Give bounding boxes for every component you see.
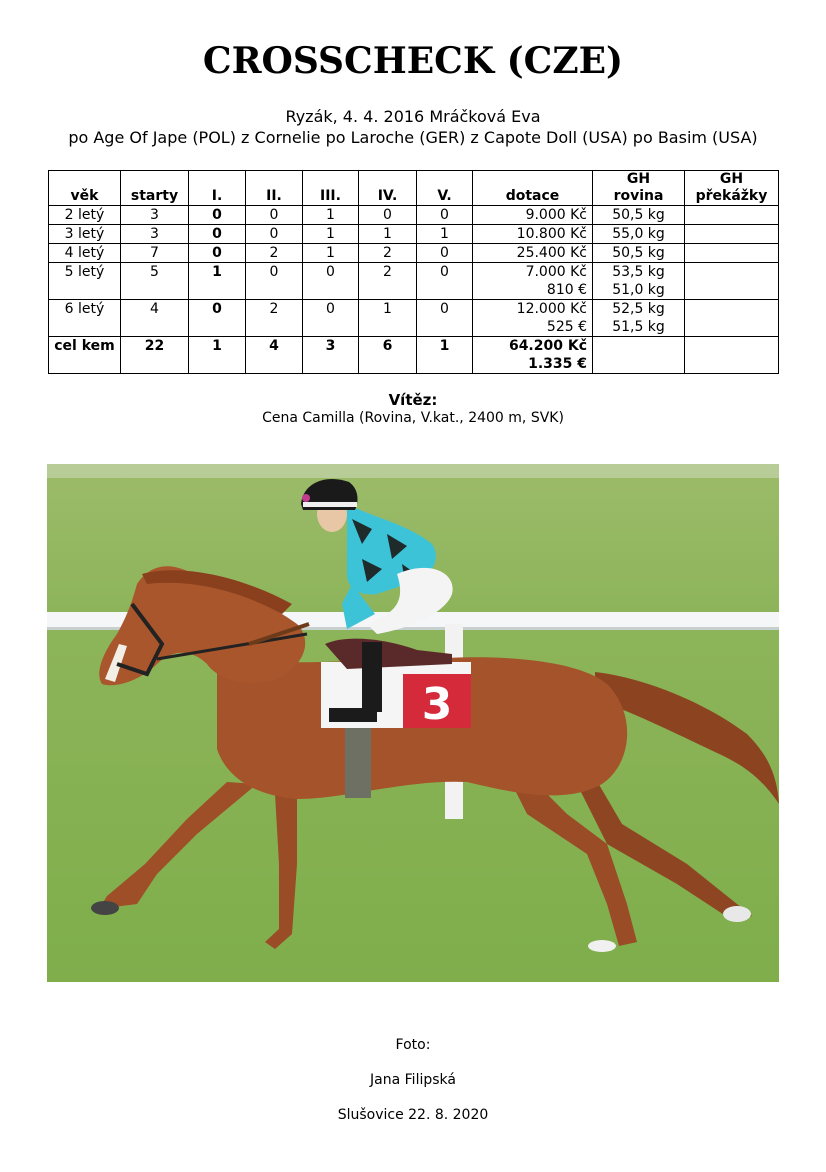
cell-third: 0 <box>303 300 359 337</box>
header-third: III. <box>303 171 359 206</box>
photographer-name: Jana Filipská <box>370 1072 456 1088</box>
cell-fourth: 2 <box>359 263 417 300</box>
total-fourth: 6 <box>359 337 417 374</box>
cell-first: 0 <box>189 225 246 244</box>
table-row <box>49 263 779 300</box>
cell-gh-flat <box>593 300 685 337</box>
prize-czk: 7.000 Kč <box>525 264 587 280</box>
hoof <box>91 901 119 915</box>
cell-third: 1 <box>303 225 359 244</box>
header-gh-jumps <box>685 171 779 206</box>
gh-flat-value: 50,5 kg <box>612 207 665 223</box>
cell-gh-jumps <box>685 263 779 300</box>
cell-fourth: 1 <box>359 300 417 337</box>
gh-flat-value-2: 51,0 kg <box>612 282 665 298</box>
cell-second: 2 <box>246 244 303 263</box>
cell-third: 0 <box>303 263 359 300</box>
total-fifth: 1 <box>417 337 473 374</box>
total-starts: 22 <box>121 337 189 374</box>
horse-photo <box>47 464 779 982</box>
table-row <box>49 206 779 225</box>
header-gh-flat-top: GH <box>626 171 651 187</box>
total-prize-eur: 1.335 € <box>528 356 587 372</box>
cell-starts: 5 <box>121 263 189 300</box>
table-row <box>49 300 779 337</box>
jockey-boot <box>362 642 382 712</box>
cell-gh-jumps <box>685 225 779 244</box>
cell-prize-money <box>473 225 593 244</box>
cell-fifth: 1 <box>417 225 473 244</box>
cell-fourth: 1 <box>359 225 417 244</box>
table-row <box>49 225 779 244</box>
cell-second: 2 <box>246 300 303 337</box>
total-second: 4 <box>246 337 303 374</box>
cell-starts: 4 <box>121 300 189 337</box>
cell-age: 5 letý <box>49 263 121 300</box>
header-age: věk <box>49 171 121 206</box>
total-label: cel kem <box>49 337 121 374</box>
cell-gh-jumps <box>685 206 779 225</box>
cell-fifth: 0 <box>417 206 473 225</box>
pedigree-line: po Age Of Jape (POL) z Cornelie po Laroche (GER) z Capote Doll (USA) po Basim (USA) <box>68 128 758 147</box>
cell-third: 1 <box>303 244 359 263</box>
cell-fourth: 2 <box>359 244 417 263</box>
header-prize-money: dotace <box>473 171 593 206</box>
cell-starts: 3 <box>121 206 189 225</box>
cell-first: 0 <box>189 244 246 263</box>
cell-second: 0 <box>246 206 303 225</box>
table-header-row <box>49 171 779 206</box>
cell-fifth: 0 <box>417 300 473 337</box>
cell-fifth: 0 <box>417 263 473 300</box>
cell-first: 1 <box>189 263 246 300</box>
cell-gh-jumps <box>685 244 779 263</box>
gh-flat-value-2: 51,5 kg <box>612 319 665 335</box>
header-fifth: V. <box>417 171 473 206</box>
total-prize-czk: 64.200 Kč <box>508 338 587 354</box>
hoof <box>588 940 616 952</box>
cell-prize-money <box>473 244 593 263</box>
header-first: I. <box>189 171 246 206</box>
jockey-boot-foot <box>329 708 377 722</box>
cell-first: 0 <box>189 300 246 337</box>
hoof <box>723 906 751 922</box>
cell-prize-money <box>473 263 593 300</box>
total-third: 3 <box>303 337 359 374</box>
prize-czk: 9.000 Kč <box>525 207 587 223</box>
cell-prize-money <box>473 206 593 225</box>
saddle-cloth-number: 3 <box>421 679 453 730</box>
cell-age: 2 letý <box>49 206 121 225</box>
page-title: CROSSCHECK (CZE) <box>202 40 624 82</box>
helmet-goggles <box>302 494 310 502</box>
gh-flat-value: 50,5 kg <box>612 245 665 261</box>
prize-eur: 810 € <box>546 282 587 298</box>
header-gh-jumps-top: GH <box>719 171 744 187</box>
total-gh-jumps <box>685 337 779 374</box>
cell-age: 4 letý <box>49 244 121 263</box>
cell-prize-money <box>473 300 593 337</box>
header-second: II. <box>246 171 303 206</box>
gh-flat-value: 53,5 kg <box>612 264 665 280</box>
helmet-band <box>303 502 357 507</box>
prize-czk: 12.000 Kč <box>516 301 587 317</box>
prize-czk: 25.400 Kč <box>516 245 587 261</box>
prize-eur: 525 € <box>546 319 587 335</box>
cell-age: 3 letý <box>49 225 121 244</box>
horse-info: Ryzák, 4. 4. 2016 Mráčková Eva <box>285 107 541 126</box>
cell-starts: 7 <box>121 244 189 263</box>
girth <box>345 724 371 798</box>
cell-fifth: 0 <box>417 244 473 263</box>
cell-third: 1 <box>303 206 359 225</box>
gh-flat-value: 52,5 kg <box>612 301 665 317</box>
cell-gh-flat <box>593 263 685 300</box>
total-first: 1 <box>189 337 246 374</box>
cell-starts: 3 <box>121 225 189 244</box>
winner-race: Cena Camilla (Rovina, V.kat., 2400 m, SVK) <box>262 410 564 426</box>
total-prize-money <box>473 337 593 374</box>
cell-fourth: 0 <box>359 206 417 225</box>
cell-second: 0 <box>246 263 303 300</box>
table-total-row <box>49 337 779 374</box>
winner-label: Vítěz: <box>388 391 438 409</box>
cell-gh-flat <box>593 244 685 263</box>
cell-gh-flat <box>593 206 685 225</box>
cell-gh-jumps <box>685 300 779 337</box>
far-field <box>47 464 779 478</box>
horse-photo-illustration <box>47 464 779 982</box>
header-starts: starty <box>121 171 189 206</box>
total-gh-flat <box>593 337 685 374</box>
cell-age: 6 letý <box>49 300 121 337</box>
cell-first: 0 <box>189 206 246 225</box>
cell-second: 0 <box>246 225 303 244</box>
header-gh-flat <box>593 171 685 206</box>
gh-flat-value: 55,0 kg <box>612 226 665 242</box>
photo-place-date: Slušovice 22. 8. 2020 <box>337 1107 489 1123</box>
table-row <box>49 244 779 263</box>
race-record-table <box>48 170 779 374</box>
header-fourth: IV. <box>359 171 417 206</box>
header-gh-flat-bottom: rovina <box>613 188 664 204</box>
prize-czk: 10.800 Kč <box>516 226 587 242</box>
photo-credit-label: Foto: <box>395 1037 431 1053</box>
header-gh-jumps-bottom: překážky <box>695 188 768 204</box>
cell-gh-flat <box>593 225 685 244</box>
